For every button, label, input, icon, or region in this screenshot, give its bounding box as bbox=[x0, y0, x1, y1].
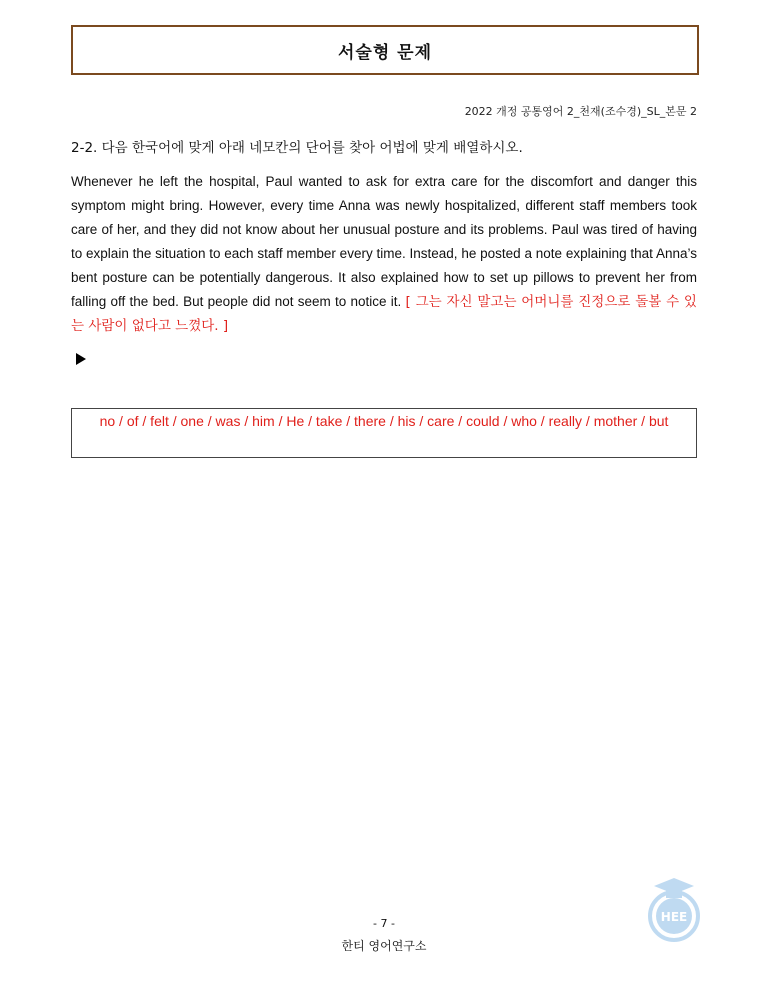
word-box bbox=[71, 408, 697, 458]
hee-logo-watermark bbox=[636, 866, 712, 956]
title-box bbox=[71, 25, 699, 75]
korean-hint: [ 그는 자신 말고는 어머니를 진정으로 돌볼 수 있는 사람이 없다고 느꼈다. ] bbox=[71, 294, 697, 334]
answer-arrow-icon bbox=[76, 353, 86, 365]
logo-label: HEE bbox=[660, 910, 688, 924]
passage bbox=[71, 170, 697, 338]
question-text: 2-2. 다음 한국어에 맞게 아래 네모칸의 단어를 찾아 어법에 맞게 배열하시오. bbox=[71, 140, 523, 156]
passage-text: Whenever he left the hospital, Paul wanted to ask for extra care for the discomfort and danger this symptom might bring. However, every time Anna was newly hospitalized, different staff members took care of her, and they did not know about her unusual posture and its problems. Paul was tired of having to explain the situation to each staff member every time. Instead, he posted a note explaining that Anna’s bent posture can be potentially dangerous. It also explained how to set up pillows to prevent her from falling off the bed. But people did not seem to notice it. bbox=[71, 174, 697, 309]
cap-base bbox=[666, 890, 682, 898]
page-title: 서술형 문제 bbox=[337, 42, 433, 63]
word-list: no / of / felt / one / was / him / He / take / there / his / care / could / who / really / mother / but bbox=[99, 413, 669, 429]
page-number: - 7 - bbox=[373, 917, 395, 930]
source-label: 2022 개정 공통영어 2_천재(조수경)_SL_본문 2 bbox=[464, 105, 697, 118]
institute-name: 한티 영어연구소 bbox=[341, 939, 427, 953]
